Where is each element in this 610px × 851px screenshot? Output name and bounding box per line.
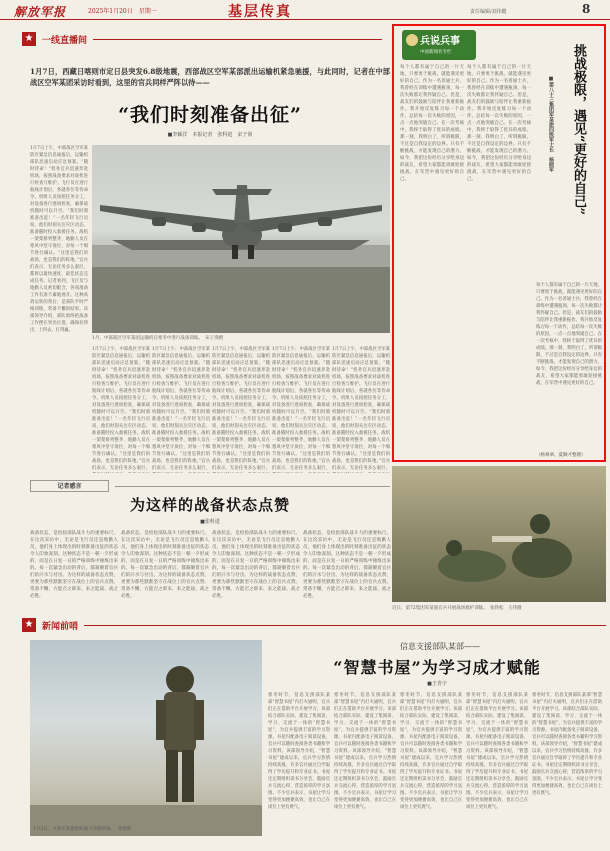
- photo-caption: 近日，第72集团军某旅官兵开展战场救护训练。 张铁松 王伟摄: [392, 606, 522, 611]
- divider: [115, 486, 390, 487]
- commentary-column: 战备状态，是检验部队战斗力的重要标尺。在这次采访中，无论是飞行员还是地勤人员，他们身上体现出的时刻准备出征的状态令人印象深刻。这种状态不是一朝一夕形成的，而是在日复一日的严格训练中锤炼出来的。每一次紧急出动的背后，都凝聚着官兵们的汗水与付出。为这样的战备状态点赞，更要为那些默默坚守在战位上的官兵点赞。常备不懈，方能召之即来、来之能战、战之必胜。: [212, 531, 300, 599]
- article-column: 寒冬时节，信息支援部队某部“智慧书屋”内灯火通明，官兵们正在借助平台开展学习。该部结合部队实际，建设了集阅读、学习、交流于一体的“智慧书屋”，为官兵提供丰富的学习资源。书屋内配备电子阅读设备，官兵可以随时查阅各类书籍和学习资料。该部领导介绍，“智慧书屋”建成以来，官兵学习热情持续高涨，许多官兵通过自学取得了学历提升和专业证书。书屋还定期组织读书分享会，鼓励官兵交流心得，营造浓厚的学习氛围。不少官兵表示，书屋让学习变得更加便捷高效，也让自己在岗位上更有底气。: [400, 693, 462, 810]
- section-rule: [84, 625, 606, 626]
- article-column: 1月7日上午，中部战区空军某防区紧急信息通报后，运输机部队迅速启动应急预案。“随时待命！”机务官兵迅速奔赴机场，按照战备要求对战机进行检查与维护。飞行员在进行航线计划后，各就各位等待命令。机组人员按照任务分工，对设备进行逐项检查，确保战机随时可以升空。“我们时刻准备出征！”一名年轻飞行员说，他们时刻关注灾区动态，准备随时投入救援任务。战机一架架排列整齐，地勤人员在寒风中坚守岗位，对每一个细节进行确认。“这里是我们的战场，也是我们的阵地。”官兵们表示，无论任务多么艰巨，: [272, 347, 330, 471]
- photo-caption: 1月，中部战区空军某团运输机在寒冬中进行战备训练。 宋子洵摄: [92, 336, 224, 341]
- commentary-column: 战备状态，是检验部队战斗力的重要标尺。在这次采访中，无论是飞行员还是地勤人员，他们身上体现出的时刻准备出征的状态令人印象深刻。这种状态不是一朝一夕形成的，而是在日复一日的严格训练中锤炼出来的。每一次紧急出动的背后，都凝聚着官兵们的汗水与付出。为这样的战备状态点赞，更要为那些默默坚守在战位上的官兵点赞。常备不懈，方能召之即来、来之能战、战之必胜。: [303, 531, 391, 599]
- commentary-column: 战备状态，是检验部队战斗力的重要标尺。在这次采访中，无论是飞行员还是地勤人员，他们身上体现出的时刻准备出征的状态令人印象深刻。这种状态不是一朝一夕形成的，而是在日复一日的严格训练中锤炼出来的。每一次紧急出动的背后，都凝聚着官兵们的汗水与付出。为这样的战备状态点赞，更要为那些默默坚守在战位上的官兵点赞。常备不懈，方能召之即来、来之能战、战之必胜。: [121, 531, 209, 599]
- article-column: 寒冬时节，信息支援部队某部“智慧书屋”内灯火通明，官兵们正在借助平台开展学习。该部结合部队实际，建设了集阅读、学习、交流于一体的“智慧书屋”，为官兵提供丰富的学习资源。书屋内配备电子阅读设备，官兵可以随时查阅各类书籍和学习资料。该部领导介绍，“智慧书屋”建成以来，官兵学习热情持续高涨，许多官兵通过自学取得了学历提升和专业证书。书屋还定期组织读书分享会，鼓励官兵交流心得，营造浓厚的学习氛围。不少官兵表示，书屋让学习变得更加便捷高效，也让自己在岗位上更有底气。: [532, 693, 602, 796]
- article-kicker: 信息支援部队某部——: [400, 642, 480, 651]
- article-byline: ■王青宇: [427, 681, 447, 687]
- side-footer: （杨翠翠、夏顺才整理）: [536, 453, 586, 458]
- photo-battlefield-training: [392, 466, 606, 602]
- section-label-reporter-note: 记者感言: [30, 480, 109, 492]
- section-label: 一线直播间: [42, 35, 88, 46]
- section-header-news-outpost: [22, 618, 606, 632]
- commentary-byline: ■张科进: [200, 519, 220, 525]
- star-icon: ★: [22, 32, 36, 46]
- soldiers-image: [392, 466, 606, 602]
- section-header-frontline: [22, 32, 382, 46]
- article-column: 寒冬时节，信息支援部队某部“智慧书屋”内灯火通明，官兵们正在借助平台开展学习。该部结合部队实际，建设了集阅读、学习、交流于一体的“智慧书屋”，为官兵提供丰富的学习资源。书屋内配备电子阅读设备，官兵可以随时查阅各类书籍和学习资料。该部领导介绍，“智慧书屋”建成以来，官兵学习热情持续高涨，许多官兵通过自学取得了学历提升和专业证书。书屋还定期组织读书分享会，鼓励官兵交流心得，营造浓厚的学习氛围。不少官兵表示，书屋让学习变得更加便捷高效，也让自己在岗位上更有底气。: [334, 693, 396, 810]
- article-column: 寒冬时节，信息支援部队某部“智慧书屋”内灯火通明，官兵们正在借助平台开展学习。该部结合部队实际，建设了集阅读、学习、交流于一体的“智慧书屋”，为官兵提供丰富的学习资源。书屋内配备电子阅读设备，官兵可以随时查阅各类书籍和学习资料。该部领导介绍，“智慧书屋”建成以来，官兵学习热情持续高涨，许多官兵通过自学取得了学历提升和专业证书。书屋还定期组织读书分享会，鼓励官兵交流心得，营造浓厚的学习氛围。不少官兵表示，书屋让学习变得更加便捷高效，也让自己在岗位上更有底气。: [268, 693, 330, 810]
- side-column: 每个人都有属于自己的一片天地，只要勇于挑战，就能遇见更好的自己。作为一名普通士兵，我曾经在训练中遭遇瓶颈，每一次失败都让我怀疑自己。但是，战友们的鼓励与陪伴让我重新振作。我开始反复练习每一个动作，总结每一次失败的原因，一点一点地突破自己。在一次考核中，我终于取得了优异的成绩。那一刻，我明白了，所谓极限，不过是自我设定的边界。只有不断挑战，才能发现自己的潜力。如今，我把这份经历分享给身边的战友，希望大家都能勇敢迎接挑战，在军营中遇见更好的自己。: [400, 65, 464, 182]
- side-headline: 挑战极限，遇见“更好的自己”: [571, 44, 586, 215]
- article-column: 1月7日上午，中部战区空军某防区紧急信息通报后，运输机部队迅速启动应急预案。“随时待命！”机务官兵迅速奔赴机场，按照战备要求对战机进行检查与维护。飞行员在进行航线计划后，各就各位等待命令。机组人员按照任务分工，对设备进行逐项检查，确保战机随时可以升空。“我们时刻准备出征！”一名年轻飞行员说，他们时刻关注灾区动态，准备随时投入救援任务。战机一架架排列整齐，地勤人员在寒风中坚守岗位，对每一个细节进行确认。“这里是我们的战场，也是我们的阵地。”官兵们表示，无论任务多么艰巨，都将以最快速度、最佳状态完成任务。记者看到，飞行员与地勤人员密切配合，各项准备工作有条不紊地展开。这种高效运转的背后，是部队平时严格训练、常备不懈的结果。该部领导介绍，部队始终把战备工作摆在突出位置，确保拉得出、上得去、打得赢。: [30, 146, 88, 333]
- section-rule: [93, 39, 382, 40]
- article-byline: ■李颖洋 本报记者 张科进 宋子洵: [167, 132, 253, 138]
- section-label: 新闻前哨: [42, 621, 79, 632]
- article-column: 1月7日上午，中部战区空军某防区紧急信息通报后，运输机部队迅速启动应急预案。“随时待命！”机务官兵迅速奔赴机场，按照战备要求对战机进行检查与维护。飞行员在进行航线计划后，各就各位等待命令。机组人员按照任务分工，对设备进行逐项检查，确保战机随时可以升空。“我们时刻准备出征！”一名年轻飞行员说，他们时刻关注灾区动态，准备随时投入救援任务。战机一架架排列整齐，地勤人员在寒风中坚守岗位，对每一个细节进行确认。“这里是我们的战场，也是我们的阵地。”官兵们表示，无论任务多么艰巨，: [212, 347, 270, 471]
- issue-date: 2025年1月20日 星期一: [88, 8, 157, 15]
- column-badge: [402, 30, 476, 60]
- commentary-headline: 为这样的战备状态点赞: [129, 496, 290, 514]
- paratrooper-image: [30, 640, 262, 836]
- article-column: 1月7日上午，中部战区空军某防区紧急信息通报后，运输机部队迅速启动应急预案。“随时待命！”机务官兵迅速奔赴机场，按照战备要求对战机进行检查与维护。飞行员在进行航线计划后，各就各位等待命令。机组人员按照任务分工，对设备进行逐项检查，确保战机随时可以升空。“我们时刻准备出征！”一名年轻飞行员说，他们时刻关注灾区动态，准备随时投入救援任务。战机一架架排列整齐，地勤人员在寒风中坚守岗位，对每一个细节进行确认。“这里是我们的战场，也是我们的阵地。”官兵们表示，无论任务多么艰巨，: [332, 347, 390, 471]
- page-title: 基层传真: [228, 4, 292, 20]
- page-number: 8: [582, 2, 591, 16]
- article-column: 寒冬时节，信息支援部队某部“智慧书屋”内灯火通明，官兵们正在借助平台开展学习。该部结合部队实际，建设了集阅读、学习、交流于一体的“智慧书屋”，为官兵提供丰富的学习资源。书屋内配备电子阅读设备，官兵可以随时查阅各类书籍和学习资料。该部领导介绍，“智慧书屋”建成以来，官兵学习热情持续高涨，许多官兵通过自学取得了学历提升和专业证书。书屋还定期组织读书分享会，鼓励官兵交流心得，营造浓厚的学习氛围。不少官兵表示，书屋让学习变得更加便捷高效，也让自己在岗位上更有底气。: [466, 693, 528, 810]
- editor-credit: 责任编辑/刘伟健: [470, 9, 507, 15]
- star-icon: ★: [22, 618, 36, 632]
- commentary-column: 战备状态，是检验部队战斗力的重要标尺。在这次采访中，无论是飞行员还是地勤人员，他们身上体现出的时刻准备出征的状态令人印象深刻。这种状态不是一朝一夕形成的，而是在日复一日的严格训练中锤炼出来的。每一次紧急出动的背后，都凝聚着官兵们的汗水与付出。为这样的战备状态点赞，更要为那些默默坚守在战位上的官兵点赞。常备不懈，方能召之即来、来之能战、战之必胜。: [30, 531, 118, 599]
- column-subtitle: 中国新闻名专栏: [420, 50, 452, 55]
- article-column: 1月7日上午，中部战区空军某防区紧急信息通报后，运输机部队迅速启动应急预案。“随时待命！”机务官兵迅速奔赴机场，按照战备要求对战机进行检查与维护。飞行员在进行航线计划后，各就各位等待命令。机组人员按照任务分工，对设备进行逐项检查，确保战机随时可以升空。“我们时刻准备出征！”一名年轻飞行员说，他们时刻关注灾区动态，准备随时投入救援任务。战机一架架排列整齐，地勤人员在寒风中坚守岗位，对每一个细节进行确认。“这里是我们的战场，也是我们的阵地。”官兵们表示，无论任务多么艰巨，: [152, 347, 210, 471]
- article-lead: 1月7日，西藏日喀则市定日县突发6.8级地震，西部战区空军某部派出运输机紧急驰援，与此同时，记者在中部战区空军某团采访时看到，这里的官兵同样严阵以待——: [30, 67, 390, 87]
- soldier-avatar-icon: [406, 34, 418, 46]
- side-byline: ■第八十三集团军某旅四级军士长 杨晓军: [548, 76, 554, 172]
- side-column: 每个人都有属于自己的一片天地，只要勇于挑战，就能遇见更好的自己。作为一名普通士兵，我曾经在训练中遭遇瓶颈，每一次失败都让我怀疑自己。但是，战友们的鼓励与陪伴让我重新振作。我开始反复练习每一个动作，总结每一次失败的原因，一点一点地突破自己。在一次考核中，我终于取得了优异的成绩。那一刻，我明白了，所谓极限，不过是自我设定的边界。只有不断挑战，才能发现自己的潜力。如今，我把这份经历分享给身边的战友，希望大家都能勇敢迎接挑战，在军营中遇见更好的自己。: [536, 283, 602, 386]
- photo-transport-aircraft: [92, 145, 390, 333]
- photo-parachute-training: [30, 640, 262, 836]
- side-column: 每个人都有属于自己的一片天地，只要勇于挑战，就能遇见更好的自己。作为一名普通士兵，我曾经在训练中遭遇瓶颈，每一次失败都让我怀疑自己。但是，战友们的鼓励与陪伴让我重新振作。我开始反复练习每一个动作，总结每一次失败的原因，一点一点地突破自己。在一次考核中，我终于取得了优异的成绩。那一刻，我明白了，所谓极限，不过是自我设定的边界。只有不断挑战，才能发现自己的潜力。如今，我把这份经历分享给身边的战友，希望大家都能勇敢迎接挑战，在军营中遇见更好的自己。: [467, 65, 531, 182]
- article-headline: “我们时刻准备出征”: [118, 104, 302, 126]
- article-headline: “智慧书屋”为学习成才赋能: [333, 658, 541, 677]
- newspaper-logo: 解放军报: [14, 5, 67, 19]
- photo-caption: 1月2日，火箭军某旅组织战斗伞降训练。 邓勇摄: [33, 827, 131, 832]
- article-column: 1月7日上午，中部战区空军某防区紧急信息通报后，运输机部队迅速启动应急预案。“随时待命！”机务官兵迅速奔赴机场，按照战备要求对战机进行检查与维护。飞行员在进行航线计划后，各就各位等待命令。机组人员按照任务分工，对设备进行逐项检查，确保战机随时可以升空。“我们时刻准备出征！”一名年轻飞行员说，他们时刻关注灾区动态，准备随时投入救援任务。战机一架架排列整齐，地勤人员在寒风中坚守岗位，对每一个细节进行确认。“这里是我们的战场，也是我们的阵地。”官兵们表示，无论任务多么艰巨，: [92, 347, 150, 471]
- aircraft-image: [92, 145, 390, 333]
- column-title: 兵说兵事: [420, 36, 460, 47]
